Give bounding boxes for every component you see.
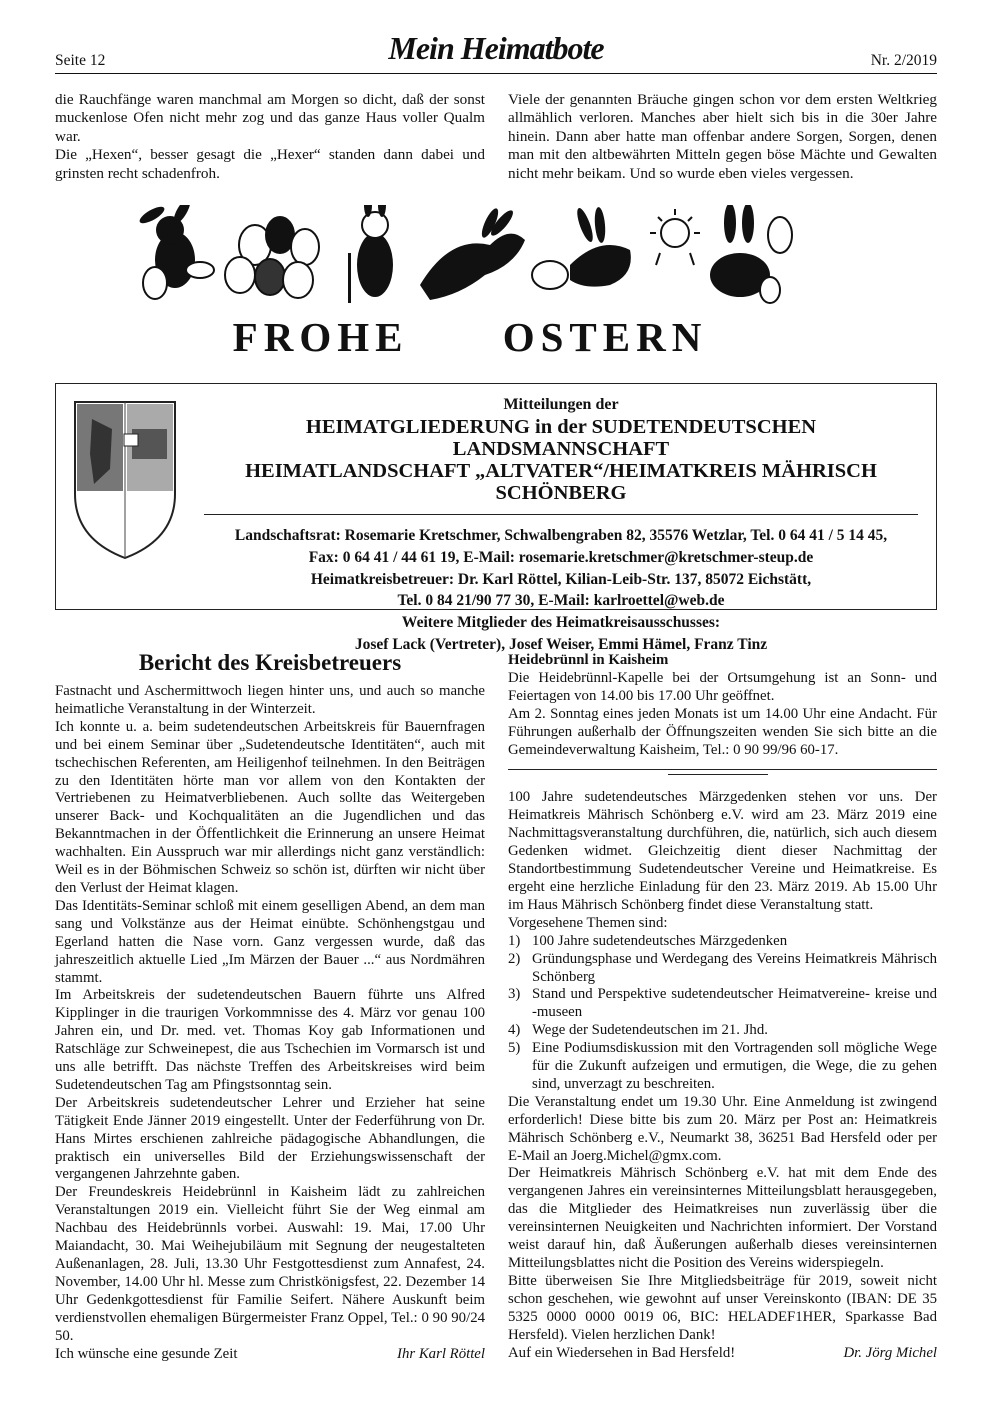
subheading: Heidebrünnl in Kaisheim bbox=[508, 652, 669, 668]
list-text: Gründungsphase und Werdegang des Vereins Heimatkreis Mährisch Schönberg bbox=[532, 950, 937, 985]
contact-line: Landschaftsrat: Rosemarie Kretschmer, Schwalbengraben 82, 35576 Wetzlar, Tel. 0 64 41 / 5 14 45, bbox=[234, 527, 888, 544]
divider bbox=[508, 769, 937, 770]
paragraph: Ich konnte u. a. beim sudetendeutschen Arbeitskreis für Bauernfragen und bei einem Seminar über „Sudetendeutsche Identitäten“, auch mit tschechischen Referenten, am Heiligenhof teilnehmen. In den Beiträgen zu den Identitäten hörte man vor allem von den Kontakten der Vertriebenen zu Heimatverbliebenen. Auch sollte das Weitergeben unserer Back- und Kochqualitäten an die Jugendlichen und das Bekanntmachen in der Öffentlichkeit die Erinnerung an unsere Heimat wachhalten. Ein Ausspruch war mir allerdings nicht ganz verständlich: Weil es in der Böhmischen Schweiz so schön ist, dürften wir nicht über den Verlust der Heimat klagen. bbox=[55, 718, 485, 896]
contact-line: Heimatkreisbetreuer: Dr. Karl Röttel, Kilian-Leib-Str. 137, 85072 Eichstätt, bbox=[310, 570, 812, 588]
contact-line: Tel. 0 84 21/90 77 30, E-Mail: karlroettel@web.de bbox=[397, 592, 725, 610]
divider bbox=[204, 514, 918, 515]
info-box-text bbox=[196, 394, 926, 656]
frohe-ostern-text: FROHE OSTERN bbox=[232, 314, 708, 360]
list-item bbox=[508, 1022, 937, 1040]
list-item bbox=[508, 933, 937, 951]
list-number: 2) bbox=[508, 950, 521, 967]
closing-text: Ich wünsche eine gesunde Zeit bbox=[55, 1345, 238, 1362]
paragraph: Die Veranstaltung endet um 19.30 Uhr. Eine Anmeldung ist zwingend erforderlich! Diese bitte bis zum 20. März per Post an: Heimatkreis Mährisch Schönberg e.V., Neumarkt 38, 36251 Bad Hersfeld oder per E-Mail an Joerg.Michel@gmx.com. bbox=[508, 1093, 937, 1164]
issue-number: Nr. 2/2019 bbox=[870, 52, 937, 69]
divider bbox=[668, 774, 768, 775]
closing-text: Auf ein Wiedersehen in Bad Hersfeld! bbox=[508, 1344, 736, 1361]
list-number: 3) bbox=[508, 986, 521, 1003]
paragraph: Vorgesehene Themen sind: bbox=[508, 914, 668, 931]
contact-line: Josef Lack (Vertreter), Josef Weiser, Emmi Hämel, Franz Tinz bbox=[354, 635, 768, 653]
paragraph: Fastnacht und Aschermittwoch liegen hinter uns, und auch so manche heimatliche Veranstaltung in der Winterzeit. bbox=[55, 683, 485, 717]
org-line-1: HEIMATGLIEDERUNG in der SUDETENDEUTSCHEN LANDSMANNSCHAFT bbox=[305, 416, 817, 460]
paragraph: die Rauchfänge waren manchmal am Morgen so dicht, daß der sonst muckenlose Ofen nicht mehr zog und das ganze Haus voller Qualm war. bbox=[55, 91, 485, 145]
masthead-logo: Mein Heimatbote bbox=[388, 30, 604, 66]
paragraph: Die „Hexen“, besser gesagt die „Hexer“ standen dann dabei und grinsten recht schadenfroh. bbox=[55, 146, 485, 182]
paragraph: Der Freundeskreis Heidebrünnl in Kaisheim lädt zu zahlreichen Veranstaltungen 2019 ein. Vielleicht führt Sie der Weg einmal am Nachbau des Heidebrünnls vorbei. Auswahl: 19. Mai, 17.00 Uhr Maiandacht, 30. Mai Weihejubiläum mit Segnung der neugestalteten Außenanlagen, 28. Juli, 13.30 Uhr Festgottesdienst zum Annafest, 24. November, 14.00 Uhr hl. Messe zum Christkönigsfest, 22. Dezember 14 Uhr Gedenkgottesdienst für Familie Seifert. Nähere Auskunft beim verdienstvollen ehemaligen Bürgermeister Franz Oppel, Tel.: 0 90 90/24 50. bbox=[55, 1184, 485, 1344]
list-item bbox=[508, 951, 937, 987]
list-item bbox=[508, 986, 937, 1022]
info-heading: Mitteilungen der bbox=[503, 396, 619, 413]
signature-line bbox=[508, 1345, 937, 1363]
topics-list bbox=[508, 933, 937, 1094]
list-number: 5) bbox=[508, 1040, 521, 1057]
coat-of-arms-icon bbox=[72, 399, 178, 561]
list-text: Stand und Perspektive sudetendeutscher Heimatvereine- kreise und -museen bbox=[532, 986, 937, 1021]
paragraph: Das Identitäts-Seminar schloß mit einem geselligen Abend, an dem man sang und Volkstänze aus der Heimat einübte. Schönhengstgau und Egerland hatten die Nase vorn. Ganz vergessen wurde, daß das jahreszeitlich aktuelle Lied „Im Märzen der Bauer ...“ aus Nordmähren stammt. bbox=[55, 897, 485, 986]
paragraph: Viele der genannten Bräuche gingen schon vor dem ersten Weltkrieg allmählich verloren. Manches aber hielt sich bis in die 30er Jahre hinein. Dann aber hatte man offenbar andere Sorgen, Sorgen, denen man mit den altbewährten Mitteln gegen böse Mächte und Gewalten nicht mehr beikam. Und so wurde eben vieles vergessen. bbox=[508, 91, 937, 182]
list-number: 1) bbox=[508, 932, 521, 949]
signature: Ihr Karl Röttel bbox=[397, 1345, 485, 1362]
easter-bunnies-illustration bbox=[130, 205, 810, 315]
signature: Dr. Jörg Michel bbox=[843, 1344, 937, 1361]
list-number: 4) bbox=[508, 1022, 521, 1039]
easter-banner bbox=[130, 205, 810, 360]
page-number: Seite 12 bbox=[55, 52, 106, 69]
paragraph: 100 Jahre sudetendeutsches Märzgedenken stehen vor uns. Der Heimatkreis Mährisch Schönberg e.V. wird am 23. März 2019 eine Nachmittagsveranstaltung durchführen, die, natürlich, sich auch diesem Gedenken widmet. Gleichzeitig dient dieser Nachmittag der Standortbestimmung Sudetendeutscher Vereine und Heimatkreise. Es ergeht eine herzliche Einladung für den 23. März 2019. Ab 15.00 Uhr im Haus Mährisch Schönberg findet diese Veranstaltung statt. bbox=[508, 789, 937, 913]
paragraph: Der Heimatkreis Mährisch Schönberg e.V. hat mit dem Ende des vergangenen Jahres ein vereinsinternes Mitteilungsblatt herausgegeben, das die Mitglieder des Heimatkreises nun zuverlässig über die vereinsinternen Neuigkeiten und Nachrichten informiert. Der Vorstand weist darauf hin, daß Äußerungen außerhalb dieses vereinsinternen Mitteilungsblattes nicht die Position des Vereins widerspiegeln. bbox=[508, 1165, 937, 1271]
paragraph: Am 2. Sonntag eines jeden Monats ist um 14.00 Uhr eine Andacht. Für Führungen außerhalb der Öffnungszeiten wenden Sie sich bitte an die Gemeindeverwaltung Kaisheim, Tel.: 0 90 99/96 60-17. bbox=[508, 705, 937, 758]
top-right-text bbox=[508, 91, 937, 183]
list-item bbox=[508, 1040, 937, 1094]
paragraph: Der Arbeitskreis sudetendeutscher Lehrer und Erzieher hat seine Tätigkeit Ende Jänner 2019 eingestellt. Unter der Federführung von Dr. Hans Mirtes erschienen zahlreiche pädagogische Abhandlungen, die praktisch ein universelles Bild der Erziehungswissenschaft der vergangenen Jahrzehnte gaben. bbox=[55, 1094, 485, 1183]
list-text: Wege der Sudetendeutschen im 21. Jhd. bbox=[532, 1022, 768, 1039]
article-left-body bbox=[55, 683, 485, 1363]
list-text: Eine Podiumsdiskussion mit den Vortragenden soll mögliche Wege für die Zukunft aufzeigen und ermutigen, die Wege, die zu gehen sind, unverzagt zu beschreiten. bbox=[532, 1040, 937, 1092]
top-left-text bbox=[55, 91, 485, 183]
paragraph: Bitte überweisen Sie Ihre Mitgliedsbeiträge für 2019, soweit nicht schon geschehen, wie gewohnt auf unser Vereinskonto (IBAN: DE 35 5325 0000 0000 0019 06, BIC: HELADEF1HER, Sparkasse Bad Hersfeld). Vielen herzlichen Dank! bbox=[508, 1272, 937, 1343]
header-rule bbox=[55, 73, 937, 74]
org-line-2: HEIMATLANDSCHAFT „ALTVATER“/HEIMATKREIS MÄHRISCH SCHÖNBERG bbox=[245, 460, 877, 504]
info-box bbox=[55, 383, 937, 653]
article-right-body bbox=[508, 652, 937, 1362]
contact-line: Fax: 0 64 41 / 44 61 19, E-Mail: rosemarie.kretschmer@kretschmer-steup.de bbox=[308, 548, 814, 566]
contact-line: Weitere Mitglieder des Heimatkreisausschusses: bbox=[401, 614, 721, 632]
paragraph: Die Heidebrünnl-Kapelle bei der Ortsumgehung ist an Sonn- und Feiertagen von 14.00 bis 17.00 Uhr geöffnet. bbox=[508, 669, 937, 704]
signature-line bbox=[55, 1346, 485, 1364]
paragraph: Im Arbeitskreis der sudetendeutschen Bauern führte uns Alfred Kipplinger in die traurigen Vorkommnisse des 4. März vor genau 100 Jahren ein, und Dr. med. vet. Thomas Koy gab Informationen und Ratschläge zur Schweinepest, die aus Tschechien im Vormarsch ist und uns alle betrifft. Das nächste Treffen des Arbeitskreises wird beim Sudetendeutschen Tag am Pfingstsonntag sein. bbox=[55, 987, 485, 1093]
page-header bbox=[55, 30, 937, 74]
list-text: 100 Jahre sudetendeutsches Märzgedenken bbox=[532, 932, 788, 949]
article-title: Bericht des Kreisbetreuers bbox=[138, 650, 402, 675]
